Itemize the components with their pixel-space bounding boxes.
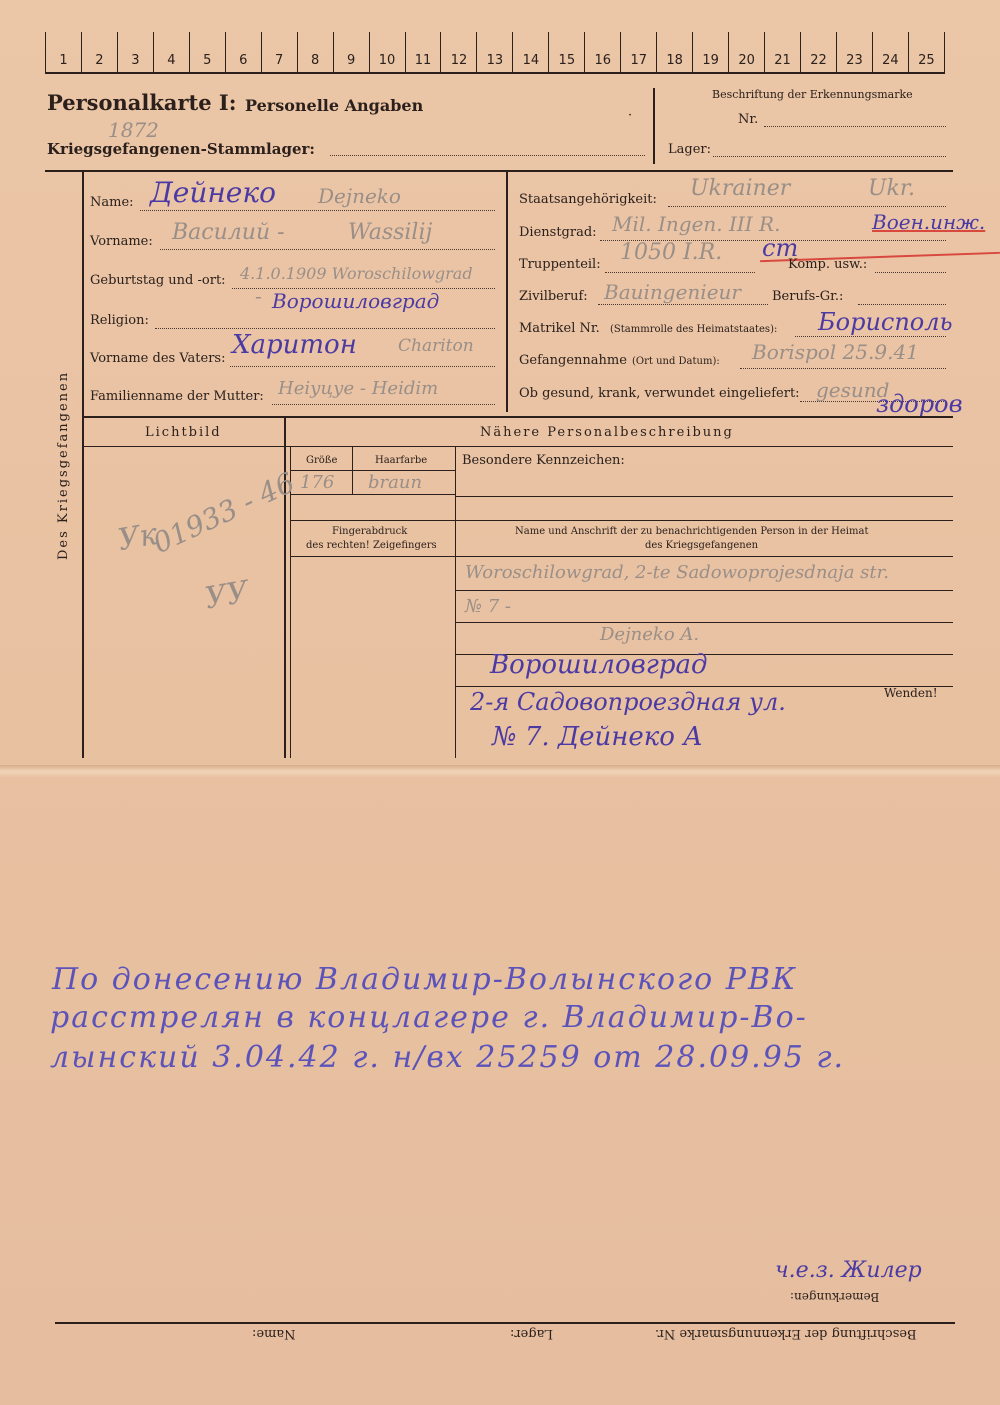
photo-pencil-3: УУ: [202, 574, 252, 617]
number-cell: 24: [872, 32, 908, 72]
size-header-line: [290, 470, 455, 471]
number-cell: 10: [369, 32, 405, 72]
lower-frame-top: [82, 416, 953, 418]
matrikel-ink: Борисполь: [818, 308, 953, 336]
kennzeichen-label: Besondere Kennzeichen:: [462, 453, 625, 468]
back-signature: ч.е.з. Жилер: [775, 1258, 922, 1283]
finger-divider: [455, 556, 456, 758]
frame-top: [45, 170, 953, 172]
gefangen-sub: (Ort und Datum):: [632, 356, 720, 367]
vater-pencil: Chariton: [398, 336, 474, 356]
notify-pencil-3: Dejneko A.: [600, 624, 700, 645]
number-strip: [45, 32, 945, 74]
gefangen-label: Gefangennahme: [519, 353, 627, 368]
inverted-name: Name:: [252, 1326, 296, 1341]
lichtbild-label: Lichtbild: [145, 425, 222, 440]
religion-line: [155, 328, 495, 329]
photo-pencil-2: 01933 - 46: [148, 465, 300, 560]
number-cell: 14: [512, 32, 548, 72]
number-cell: 15: [548, 32, 584, 72]
zivil-line: [598, 304, 768, 305]
dienst-ink-2: ст: [762, 234, 799, 262]
religion-label: Religion:: [90, 313, 149, 328]
number-cell: 21: [764, 32, 800, 72]
stammlager-pencil: 1872: [108, 118, 159, 142]
beschreibung-label: Nähere Personalbeschreibung: [480, 425, 734, 440]
name-pencil: Dejneko: [318, 184, 401, 208]
number-cell: 16: [584, 32, 620, 72]
number-cell: 17: [620, 32, 656, 72]
notify-header-line: [290, 556, 953, 557]
staat-extra: Ukr.: [868, 176, 915, 201]
zivil-pencil: Bauingenieur: [604, 280, 741, 304]
vorname-ink: Василий -: [172, 220, 285, 245]
komp-label: Komp. usw.:: [788, 257, 868, 272]
notify-top-line: [290, 520, 953, 521]
number-cell: 9: [333, 32, 369, 72]
geburt-ink: Ворошиловград: [272, 289, 440, 313]
dienst-pencil: Mil. Ingen. III R.: [612, 212, 781, 236]
number-cell: 25: [908, 32, 945, 72]
notify-label-2: des Kriegsgefangenen: [645, 540, 759, 551]
number-cell: 20: [728, 32, 764, 72]
mutter-label: Familienname der Mutter:: [90, 389, 264, 404]
number-cell: 13: [476, 32, 512, 72]
notify-pencil-1: Woroschilowgrad, 2-te Sadowoprojesdnaja str.: [465, 562, 889, 583]
card-fold: [0, 765, 1000, 779]
notify-ink-2: 2-я Садовопроездная ул.: [470, 688, 786, 716]
number-cell: 5: [189, 32, 225, 72]
number-cell: 11: [405, 32, 441, 72]
number-cell: 1: [45, 32, 81, 72]
tag-heading: Beschriftung der Erkennungsmarke: [712, 88, 913, 101]
haarfarbe-value: braun: [368, 472, 423, 493]
staat-line: [668, 206, 946, 207]
name-line: [140, 210, 495, 211]
frame-side-divider: [82, 170, 84, 758]
notify-ink-3: № 7. Дейнеко А: [492, 722, 703, 752]
back-note-line-2: расстрелян в концлагере г. Владимир-Во-: [50, 1000, 808, 1035]
finger-label-2: des rechten! Zeigefingers: [306, 540, 437, 551]
stammlager-label: Kriegsgefangenen-Stammlager:: [47, 140, 315, 158]
gesund-ink: здоров: [876, 390, 963, 418]
religion-value: -: [255, 284, 262, 308]
dienst-ink: Воен.инж.: [872, 210, 986, 234]
stammlager-line: [330, 155, 645, 156]
kennzeichen-line: [455, 496, 953, 497]
vorname-pencil: Wassilij: [348, 220, 433, 245]
wenden-label: Wenden!: [884, 686, 938, 700]
berufs-label: Berufs-Gr.:: [772, 289, 844, 304]
number-cell: 12: [440, 32, 476, 72]
staat-pencil: Ukrainer: [690, 176, 791, 201]
notify-ink-1: Ворошиловград: [490, 650, 708, 680]
name-ink: Дейнеко: [150, 176, 276, 209]
back-note-line-1: По донесению Владимир-Волынского РВК: [52, 962, 798, 997]
gefangen-pencil: Borispol 25.9.41: [752, 340, 919, 364]
card-subtitle: Personelle Angaben: [245, 96, 424, 115]
notify-pencil-2: № 7 -: [465, 596, 512, 617]
gesund-pencil: gesund: [816, 378, 890, 402]
berufs-line: [858, 304, 946, 305]
lower-header-line: [82, 446, 953, 447]
mutter-line: [272, 404, 495, 405]
truppe-label: Truppenteil:: [519, 257, 601, 272]
frame-middle-divider: [506, 170, 508, 412]
nr-line: [764, 126, 946, 127]
desc-divider: [455, 446, 456, 556]
zivil-label: Zivilberuf:: [519, 289, 588, 304]
photo-pencil-1: Ук: [115, 516, 161, 559]
vater-ink: Харитон: [232, 330, 357, 360]
number-cell: 3: [117, 32, 153, 72]
back-note-line-3: лынский 3.04.42 г. н/вх 25259 от 28.09.95 г.: [50, 1040, 846, 1075]
notify-line-1: [455, 590, 953, 591]
lager-label: Lager:: [668, 142, 711, 157]
header-dot: ·: [628, 108, 633, 123]
number-cell: 22: [800, 32, 836, 72]
truppe-value: 1050 I.R.: [620, 240, 723, 265]
groesse-value: 176: [300, 472, 335, 493]
matrikel-label: Matrikel Nr.: [519, 321, 600, 336]
size-bottom-line: [290, 494, 455, 495]
number-cell: 18: [656, 32, 692, 72]
nr-label: Nr.: [738, 112, 759, 127]
geburt-value: 4.1.0.1909 Woroschilowgrad: [240, 264, 473, 283]
komp-line: [875, 272, 946, 273]
number-cell: 6: [225, 32, 261, 72]
gesund-label: Ob gesund, krank, verwundet eingeliefert:: [519, 386, 800, 401]
side-label: Des Kriegsgefangenen: [56, 370, 71, 560]
number-cell: 2: [81, 32, 117, 72]
vater-line: [230, 366, 495, 367]
finger-label-1: Fingerabdruck: [332, 526, 408, 537]
notify-label-1: Name und Anschrift der zu benachrichtigenden Person in der Heimat: [515, 526, 869, 537]
number-cell: 23: [836, 32, 872, 72]
lager-line: [713, 156, 946, 157]
card-title: Personalkarte I:: [47, 90, 237, 115]
number-cell: 7: [261, 32, 297, 72]
gefangen-line: [740, 368, 946, 369]
geburt-label: Geburtstag und -ort:: [90, 273, 226, 288]
matrikel-sub: (Stammrolle des Heimatstaates):: [610, 324, 778, 335]
haarfarbe-label: Haarfarbe: [375, 455, 428, 466]
vorname-line: [160, 249, 495, 250]
inverted-tag-label: Beschriftung der Erkennungsmarke Nr.: [655, 1326, 917, 1341]
inverted-lager: Lager:: [510, 1326, 553, 1341]
dienst-label: Dienstgrad:: [519, 225, 597, 240]
notify-line-4: [455, 686, 953, 687]
groesse-label: Größe: [306, 455, 338, 466]
name-label: Name:: [90, 195, 134, 210]
notify-line-2: [455, 622, 953, 623]
inverted-footer-line: [55, 1322, 955, 1324]
inverted-bemerkungen: Bemerkungen:: [790, 1290, 880, 1304]
number-cell: 19: [692, 32, 728, 72]
number-cell: 8: [297, 32, 333, 72]
vater-label: Vorname des Vaters:: [90, 351, 226, 366]
vorname-label: Vorname:: [90, 234, 153, 249]
number-cell: 4: [153, 32, 189, 72]
header-divider: [653, 88, 655, 164]
truppe-line: [605, 272, 755, 273]
mutter-pencil: Неіуцуе - Heidim: [278, 378, 439, 399]
staat-label: Staatsangehörigkeit:: [519, 192, 657, 207]
matrikel-line: [795, 336, 946, 337]
